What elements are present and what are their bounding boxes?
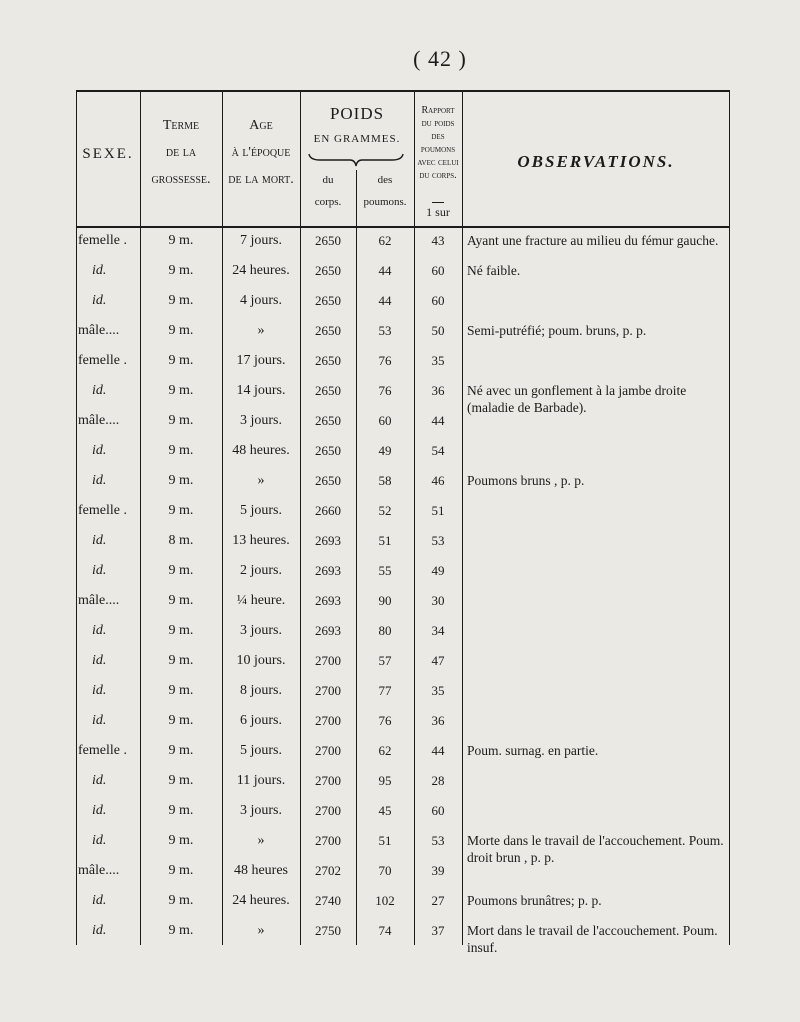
terme-cell: 9 m. — [168, 683, 194, 698]
poids-corps-cell: 2693 — [315, 533, 341, 548]
rapport-cell: 44 — [431, 743, 445, 758]
poids-corps-cell: 2650 — [315, 323, 341, 338]
poids-corps-cell: 2750 — [315, 923, 341, 938]
table-top-rule — [76, 90, 730, 92]
sexe-cell: id. — [92, 623, 107, 638]
table-row — [76, 382, 730, 415]
sexe-cell: id. — [92, 563, 107, 578]
age-cell: » — [257, 833, 265, 848]
sexe-cell: id. — [92, 803, 107, 818]
header-des-poumons-line: poumons. — [363, 196, 407, 208]
age-cell: » — [257, 923, 265, 938]
age-cell: 10 jours. — [236, 653, 286, 668]
poids-corps-cell: 2650 — [315, 413, 341, 428]
observation-cell: Mort dans le travail de l'accouchement. Poum. insuf. — [467, 923, 718, 955]
rapport-cell: 43 — [431, 233, 445, 248]
poids-corps-cell: 2693 — [315, 623, 341, 638]
table-row — [76, 322, 730, 351]
sexe-cell: id. — [92, 443, 107, 458]
poids-poumons-cell: 80 — [378, 623, 392, 638]
header-observations: OBSERVATIONS. — [517, 152, 675, 171]
rapport-cell: 37 — [431, 923, 445, 938]
header-du-corps — [300, 174, 356, 218]
sexe-cell: id. — [92, 293, 107, 308]
age-cell: ¼ heure. — [236, 593, 286, 608]
terme-cell: 9 m. — [168, 833, 194, 848]
poids-corps-cell: 2693 — [315, 593, 341, 608]
poids-corps-cell: 2700 — [315, 833, 341, 848]
poids-poumons-cell: 44 — [378, 263, 392, 278]
observation-cell: Ayant une fracture au milieu du fémur gauche. — [467, 233, 719, 248]
poids-poumons-cell: 58 — [378, 473, 392, 488]
poids-poumons-cell: 76 — [378, 383, 392, 398]
table-row — [76, 412, 730, 441]
observation-cell: Poumons bruns , p. p. — [467, 473, 585, 488]
terme-cell: 9 m. — [168, 713, 194, 728]
observation-cell: Morte dans le travail de l'accouchement. Poum. droit brun , p. p. — [467, 833, 724, 865]
sexe-cell: id. — [92, 893, 107, 908]
poids-poumons-cell: 70 — [378, 863, 392, 878]
sexe-cell: femelle . — [78, 503, 127, 518]
age-cell: 5 jours. — [240, 743, 282, 758]
poids-poumons-cell: 77 — [378, 683, 392, 698]
rapport-cell: 53 — [431, 533, 445, 548]
rapport-cell: 54 — [431, 443, 445, 458]
header-du-corps-line: du — [322, 174, 334, 186]
header-rapport-line: du poids — [421, 118, 455, 129]
terme-cell: 9 m. — [168, 653, 194, 668]
sexe-cell: femelle . — [78, 233, 127, 248]
rapport-cell: 60 — [431, 263, 445, 278]
poids-corps-cell: 2700 — [315, 803, 341, 818]
poids-corps-cell: 2700 — [315, 683, 341, 698]
rapport-cell: 60 — [431, 293, 445, 308]
rapport-cell: 47 — [431, 653, 445, 668]
observation-cell: Né avec un gonflement à la jambe droite (maladie de Barbade). — [467, 383, 687, 415]
age-cell: 48 heures. — [232, 443, 290, 458]
sexe-cell: id. — [92, 683, 107, 698]
header-du-corps-line: corps. — [314, 196, 342, 208]
header-age-line: de la mort. — [228, 172, 294, 187]
header-rapport-line: poumons — [420, 144, 456, 155]
terme-cell: 9 m. — [168, 563, 194, 578]
poids-poumons-cell: 76 — [378, 713, 392, 728]
poids-corps-cell: 2650 — [315, 383, 341, 398]
rapport-cell: 46 — [431, 473, 445, 488]
header-un-sur-label: 1 sur — [426, 205, 450, 219]
sexe-cell: femelle . — [78, 353, 127, 368]
table-row — [76, 622, 730, 651]
header-terme — [140, 118, 222, 199]
header-terme-line: grossesse. — [151, 172, 211, 187]
table-row — [76, 832, 730, 865]
header-rapport — [414, 104, 462, 182]
table-row — [76, 352, 730, 381]
table-row — [76, 712, 730, 741]
header-dash — [432, 202, 444, 203]
sexe-cell: mâle.... — [78, 413, 120, 428]
sexe-cell: mâle.... — [78, 863, 120, 878]
rapport-cell: 36 — [431, 713, 445, 728]
rapport-cell: 44 — [431, 413, 445, 428]
poids-corps-cell: 2650 — [315, 233, 341, 248]
rapport-cell: 49 — [431, 563, 445, 578]
sexe-cell: femelle . — [78, 743, 127, 758]
table-row — [76, 652, 730, 681]
rapport-cell: 60 — [431, 803, 445, 818]
sexe-cell: id. — [92, 773, 107, 788]
terme-cell: 9 m. — [168, 473, 194, 488]
age-cell: 3 jours. — [240, 413, 282, 428]
sexe-cell: id. — [92, 653, 107, 668]
poids-corps-cell: 2700 — [315, 773, 341, 788]
poids-poumons-cell: 76 — [378, 353, 392, 368]
age-cell: 3 jours. — [240, 623, 282, 638]
table-row — [76, 472, 730, 501]
sexe-cell: id. — [92, 263, 107, 278]
rapport-cell: 34 — [431, 623, 445, 638]
data-table — [76, 90, 730, 955]
poids-poumons-cell: 55 — [378, 563, 392, 578]
age-cell: 17 jours. — [236, 353, 286, 368]
age-cell: 14 jours. — [236, 383, 286, 398]
terme-cell: 9 m. — [168, 383, 194, 398]
age-cell: » — [257, 323, 265, 338]
poids-corps-cell: 2740 — [315, 893, 341, 908]
terme-cell: 9 m. — [168, 923, 194, 938]
poids-poumons-cell: 51 — [378, 533, 392, 548]
terme-cell: 9 m. — [168, 803, 194, 818]
terme-cell: 8 m. — [168, 533, 194, 548]
poids-poumons-cell: 62 — [378, 233, 392, 248]
table-row — [76, 802, 730, 831]
poids-poumons-cell: 74 — [378, 923, 392, 938]
poids-corps-cell: 2660 — [315, 503, 341, 518]
poids-poumons-cell: 51 — [378, 833, 392, 848]
observation-cell: Semi-putréfié; poum. bruns, p. p. — [467, 323, 647, 338]
terme-cell: 9 m. — [168, 353, 194, 368]
terme-cell: 9 m. — [168, 773, 194, 788]
poids-poumons-cell: 53 — [378, 323, 392, 338]
header-age — [222, 118, 300, 199]
table-row — [76, 442, 730, 471]
terme-cell: 9 m. — [168, 863, 194, 878]
age-cell: 5 jours. — [240, 503, 282, 518]
header-sexe: SEXE. — [82, 146, 134, 162]
table-row — [76, 562, 730, 591]
poids-corps-cell: 2700 — [315, 743, 341, 758]
age-cell: 24 heures. — [232, 893, 290, 908]
table-row — [76, 922, 730, 955]
terme-cell: 9 m. — [168, 443, 194, 458]
table-row — [76, 292, 730, 321]
terme-cell: 9 m. — [168, 623, 194, 638]
terme-cell: 9 m. — [168, 263, 194, 278]
table-row — [76, 232, 730, 261]
poids-corps-cell: 2693 — [315, 563, 341, 578]
header-rapport-line: des — [431, 131, 445, 142]
terme-cell: 9 m. — [168, 743, 194, 758]
age-cell: 8 jours. — [240, 683, 282, 698]
terme-cell: 9 m. — [168, 893, 194, 908]
observation-cell: Poum. surnag. en partie. — [467, 743, 599, 758]
header-poids: POIDS — [329, 104, 385, 123]
table-row — [76, 502, 730, 531]
age-cell: 13 heures. — [232, 533, 290, 548]
rapport-cell: 30 — [431, 593, 445, 608]
header-rapport-line: Rapport — [421, 105, 455, 116]
header-un-sur — [414, 202, 462, 220]
rapport-cell: 35 — [431, 353, 445, 368]
header-terme-line: Terme — [162, 118, 200, 133]
poids-corps-cell: 2700 — [315, 653, 341, 668]
terme-cell: 9 m. — [168, 593, 194, 608]
table-row — [76, 532, 730, 561]
age-cell: » — [257, 473, 265, 488]
age-cell: 48 heures — [233, 863, 289, 878]
header-des-poumons-line: des — [377, 174, 393, 186]
table-row — [76, 772, 730, 801]
poids-poumons-cell: 62 — [378, 743, 392, 758]
age-cell: 6 jours. — [240, 713, 282, 728]
table-row — [76, 862, 730, 891]
poids-corps-cell: 2650 — [315, 353, 341, 368]
brace-icon — [308, 152, 404, 168]
poids-poumons-cell: 90 — [378, 593, 392, 608]
header-age-line: à l'époque — [231, 145, 291, 160]
terme-cell: 9 m. — [168, 323, 194, 338]
poids-poumons-cell: 102 — [375, 893, 395, 908]
poids-poumons-cell: 49 — [378, 443, 392, 458]
header-rapport-line: avec celui — [417, 157, 459, 168]
header-en-grammes: EN GRAMMES. — [313, 133, 401, 145]
terme-cell: 9 m. — [168, 293, 194, 308]
poids-poumons-cell: 60 — [378, 413, 392, 428]
table-row — [76, 742, 730, 771]
rapport-cell: 39 — [431, 863, 445, 878]
poids-corps-cell: 2650 — [315, 443, 341, 458]
header-bottom-rule — [76, 226, 730, 228]
header-des-poumons — [356, 174, 414, 218]
terme-cell: 9 m. — [168, 503, 194, 518]
sexe-cell: id. — [92, 923, 107, 938]
sexe-cell: id. — [92, 383, 107, 398]
table-row — [76, 592, 730, 621]
terme-cell: 9 m. — [168, 233, 194, 248]
age-cell: 7 jours. — [240, 233, 282, 248]
poids-corps-cell: 2650 — [315, 263, 341, 278]
age-cell: 3 jours. — [240, 803, 282, 818]
rapport-cell: 36 — [431, 383, 445, 398]
rapport-cell: 28 — [431, 773, 445, 788]
table-row — [76, 682, 730, 711]
poids-poumons-cell: 44 — [378, 293, 392, 308]
poids-corps-cell: 2650 — [315, 473, 341, 488]
page-number: ( 42 ) — [413, 46, 467, 71]
observation-cell: Né faible. — [467, 263, 521, 278]
poids-poumons-cell: 52 — [378, 503, 392, 518]
sexe-cell: id. — [92, 833, 107, 848]
poids-corps-cell: 2702 — [315, 863, 341, 878]
rapport-cell: 53 — [431, 833, 445, 848]
rapport-cell: 51 — [431, 503, 445, 518]
sexe-cell: id. — [92, 713, 107, 728]
age-cell: 4 jours. — [240, 293, 282, 308]
table-row — [76, 262, 730, 291]
header-terme-line: de la — [165, 145, 197, 160]
sexe-cell: id. — [92, 533, 107, 548]
header-rapport-line: du corps. — [419, 170, 457, 181]
poids-corps-cell: 2700 — [315, 713, 341, 728]
age-cell: 11 jours. — [236, 773, 286, 788]
header-age-line: Age — [249, 118, 273, 133]
sexe-cell: mâle.... — [78, 593, 120, 608]
age-cell: 2 jours. — [240, 563, 282, 578]
age-cell: 24 heures. — [232, 263, 290, 278]
poids-poumons-cell: 95 — [378, 773, 392, 788]
terme-cell: 9 m. — [168, 413, 194, 428]
poids-poumons-cell: 45 — [378, 803, 392, 818]
rapport-cell: 27 — [431, 893, 445, 908]
poids-corps-cell: 2650 — [315, 293, 341, 308]
observation-cell: Poumons brunâtres; p. p. — [467, 893, 602, 908]
rapport-cell: 50 — [431, 323, 445, 338]
poids-poumons-cell: 57 — [378, 653, 392, 668]
sexe-cell: mâle.... — [78, 323, 120, 338]
sexe-cell: id. — [92, 473, 107, 488]
table-row — [76, 892, 730, 921]
rapport-cell: 35 — [431, 683, 445, 698]
